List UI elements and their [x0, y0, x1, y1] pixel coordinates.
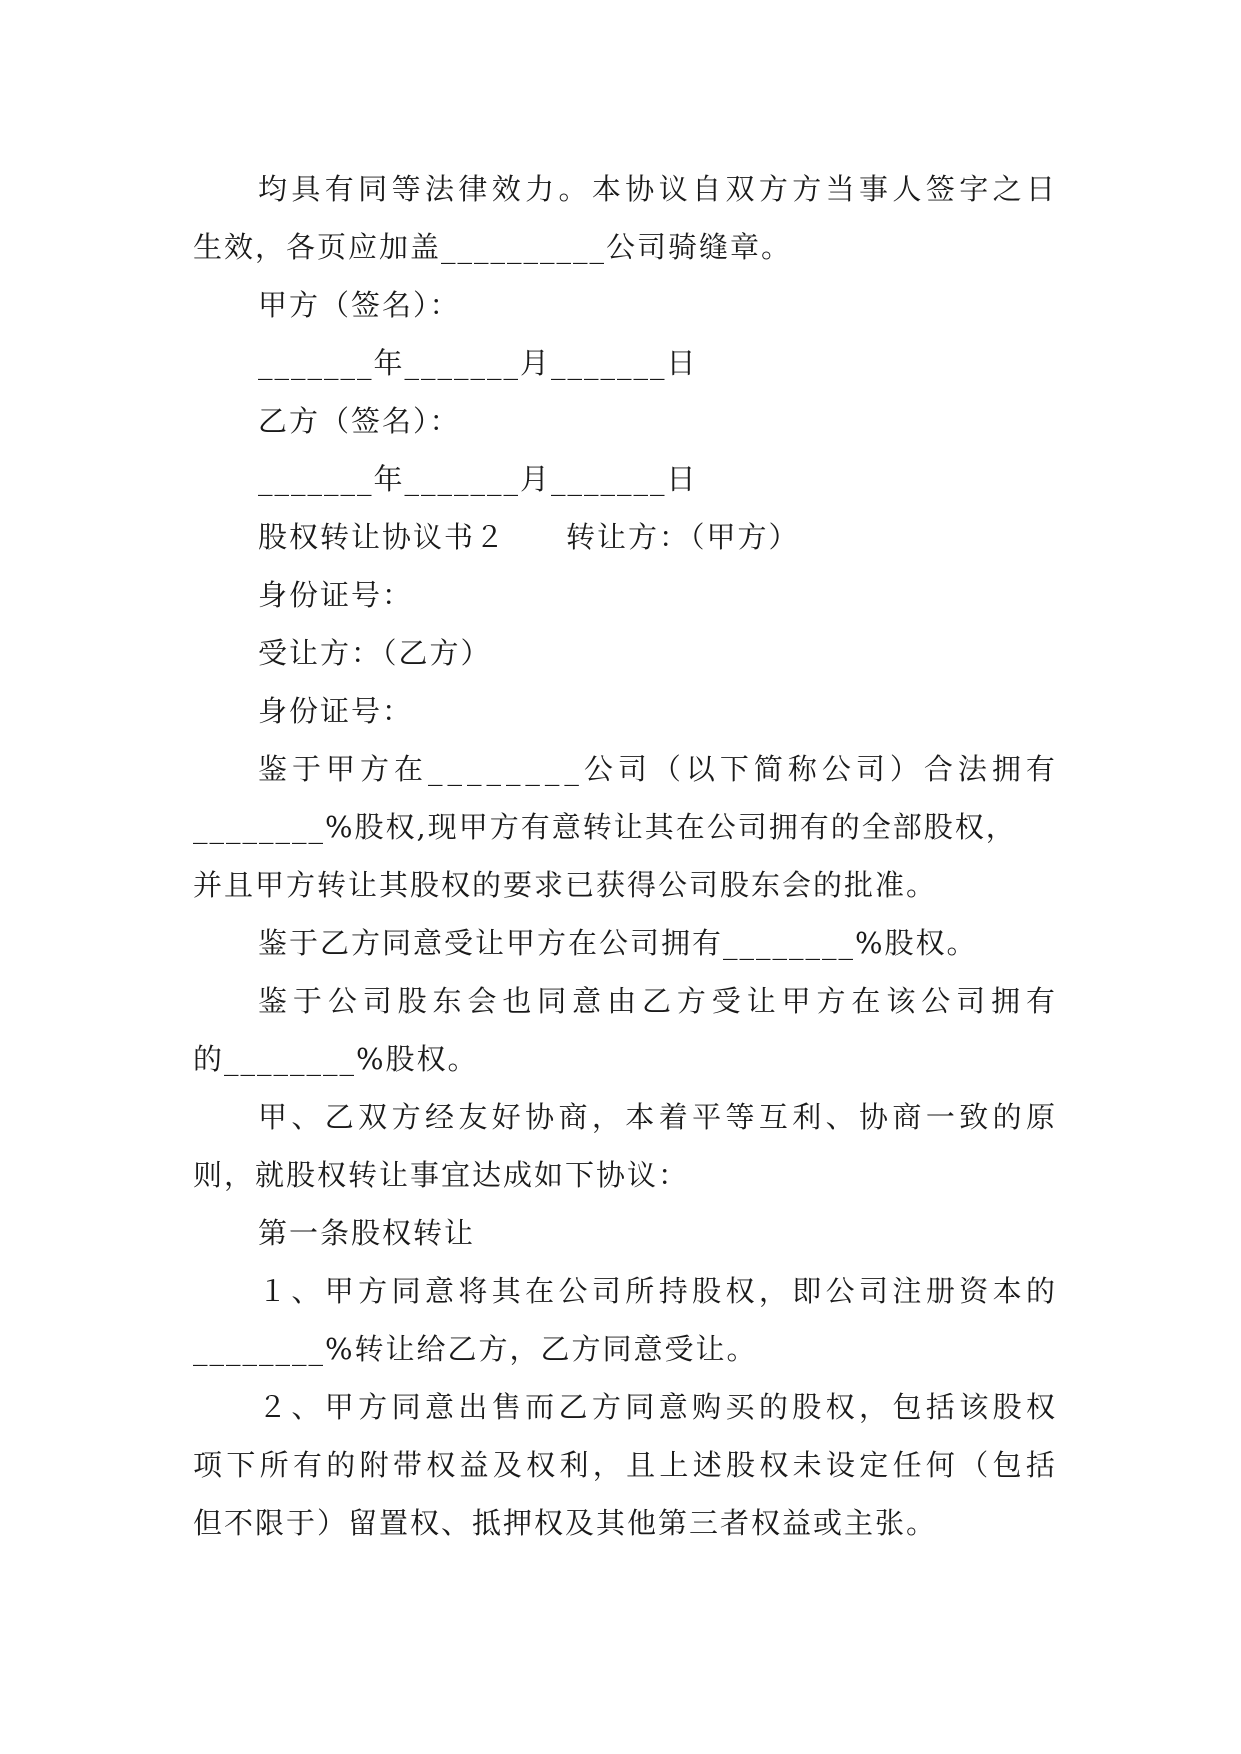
clause-line: 但不限于）留置权、抵押权及其他第三者权益或主张。 [193, 1506, 938, 1540]
clause-line: 项 下 所 有 的 附 带 权 益 及 权 利 ， 且 上 述 股 权 未 设 定 任 何 （ 包 括 [193, 1448, 1055, 1482]
paragraph-line: ________%股权,现甲方有意转让其在公司拥有的全部股权， [193, 810, 1017, 844]
paragraph-line: 则，就股权转让事宜达成如下协议： [193, 1158, 690, 1192]
transferor-label: 转让方：（甲方） [566, 520, 800, 554]
paragraph-line: 均 具 有 同 等 法 律 效 力 。 本 协 议 自 双 方 方 当 事 人 签 字 之 日 [258, 172, 1055, 206]
signature-party-a: 甲方（签名）： [258, 288, 461, 322]
document-body [193, 160, 1055, 1552]
signature-party-b: 乙方（签名）： [258, 404, 461, 438]
paragraph-line: 甲 、 乙 双 方 经 友 好 协 商 ， 本 着 平 等 互 利 、 协 商 一 致 的 原 [258, 1100, 1055, 1134]
paragraph-line: 生效，各页应加盖__________公司骑缝章。 [193, 230, 793, 264]
id-number-label: 身份证号： [258, 694, 414, 728]
paragraph-line: 并且甲方转让其股权的要求已获得公司股东会的批准。 [193, 868, 938, 902]
article-heading: 第一条股权转让 [258, 1216, 476, 1250]
clause-line: １ 、 甲 方 同 意 将 其 在 公 司 所 持 股 权 ， 即 公 司 注 册 资 本 的 [258, 1274, 1055, 1308]
clause-line: ________%转让给乙方，乙方同意受让。 [193, 1332, 758, 1366]
id-number-label: 身份证号： [258, 578, 414, 612]
date-line-party-b: _______年_______月_______日 [258, 462, 698, 496]
transferee-label: 受让方：（乙方） [258, 636, 492, 670]
agreement-title-line [193, 508, 1055, 566]
paragraph-line: 的________%股权。 [193, 1042, 479, 1076]
paragraph-line: 鉴 于 公 司 股 东 会 也 同 意 由 乙 方 受 让 甲 方 在 该 公 司 拥 有 [258, 984, 1055, 1018]
clause-line: ２ 、 甲 方 同 意 出 售 而 乙 方 同 意 购 买 的 股 权 ， 包 括 该 股 权 [258, 1390, 1055, 1424]
agreement-title: 股权转让协议书２ [258, 520, 507, 554]
paragraph-line: 鉴于乙方同意受让甲方在公司拥有________%股权。 [258, 926, 978, 960]
paragraph-line: 鉴 于 甲 方 在 _ _ _ _ _ _ _ _ 公 司 （ 以 下 简 称 公 司 ） 合 法 拥 有 [258, 752, 1055, 786]
date-line-party-a: _______年_______月_______日 [258, 346, 698, 380]
